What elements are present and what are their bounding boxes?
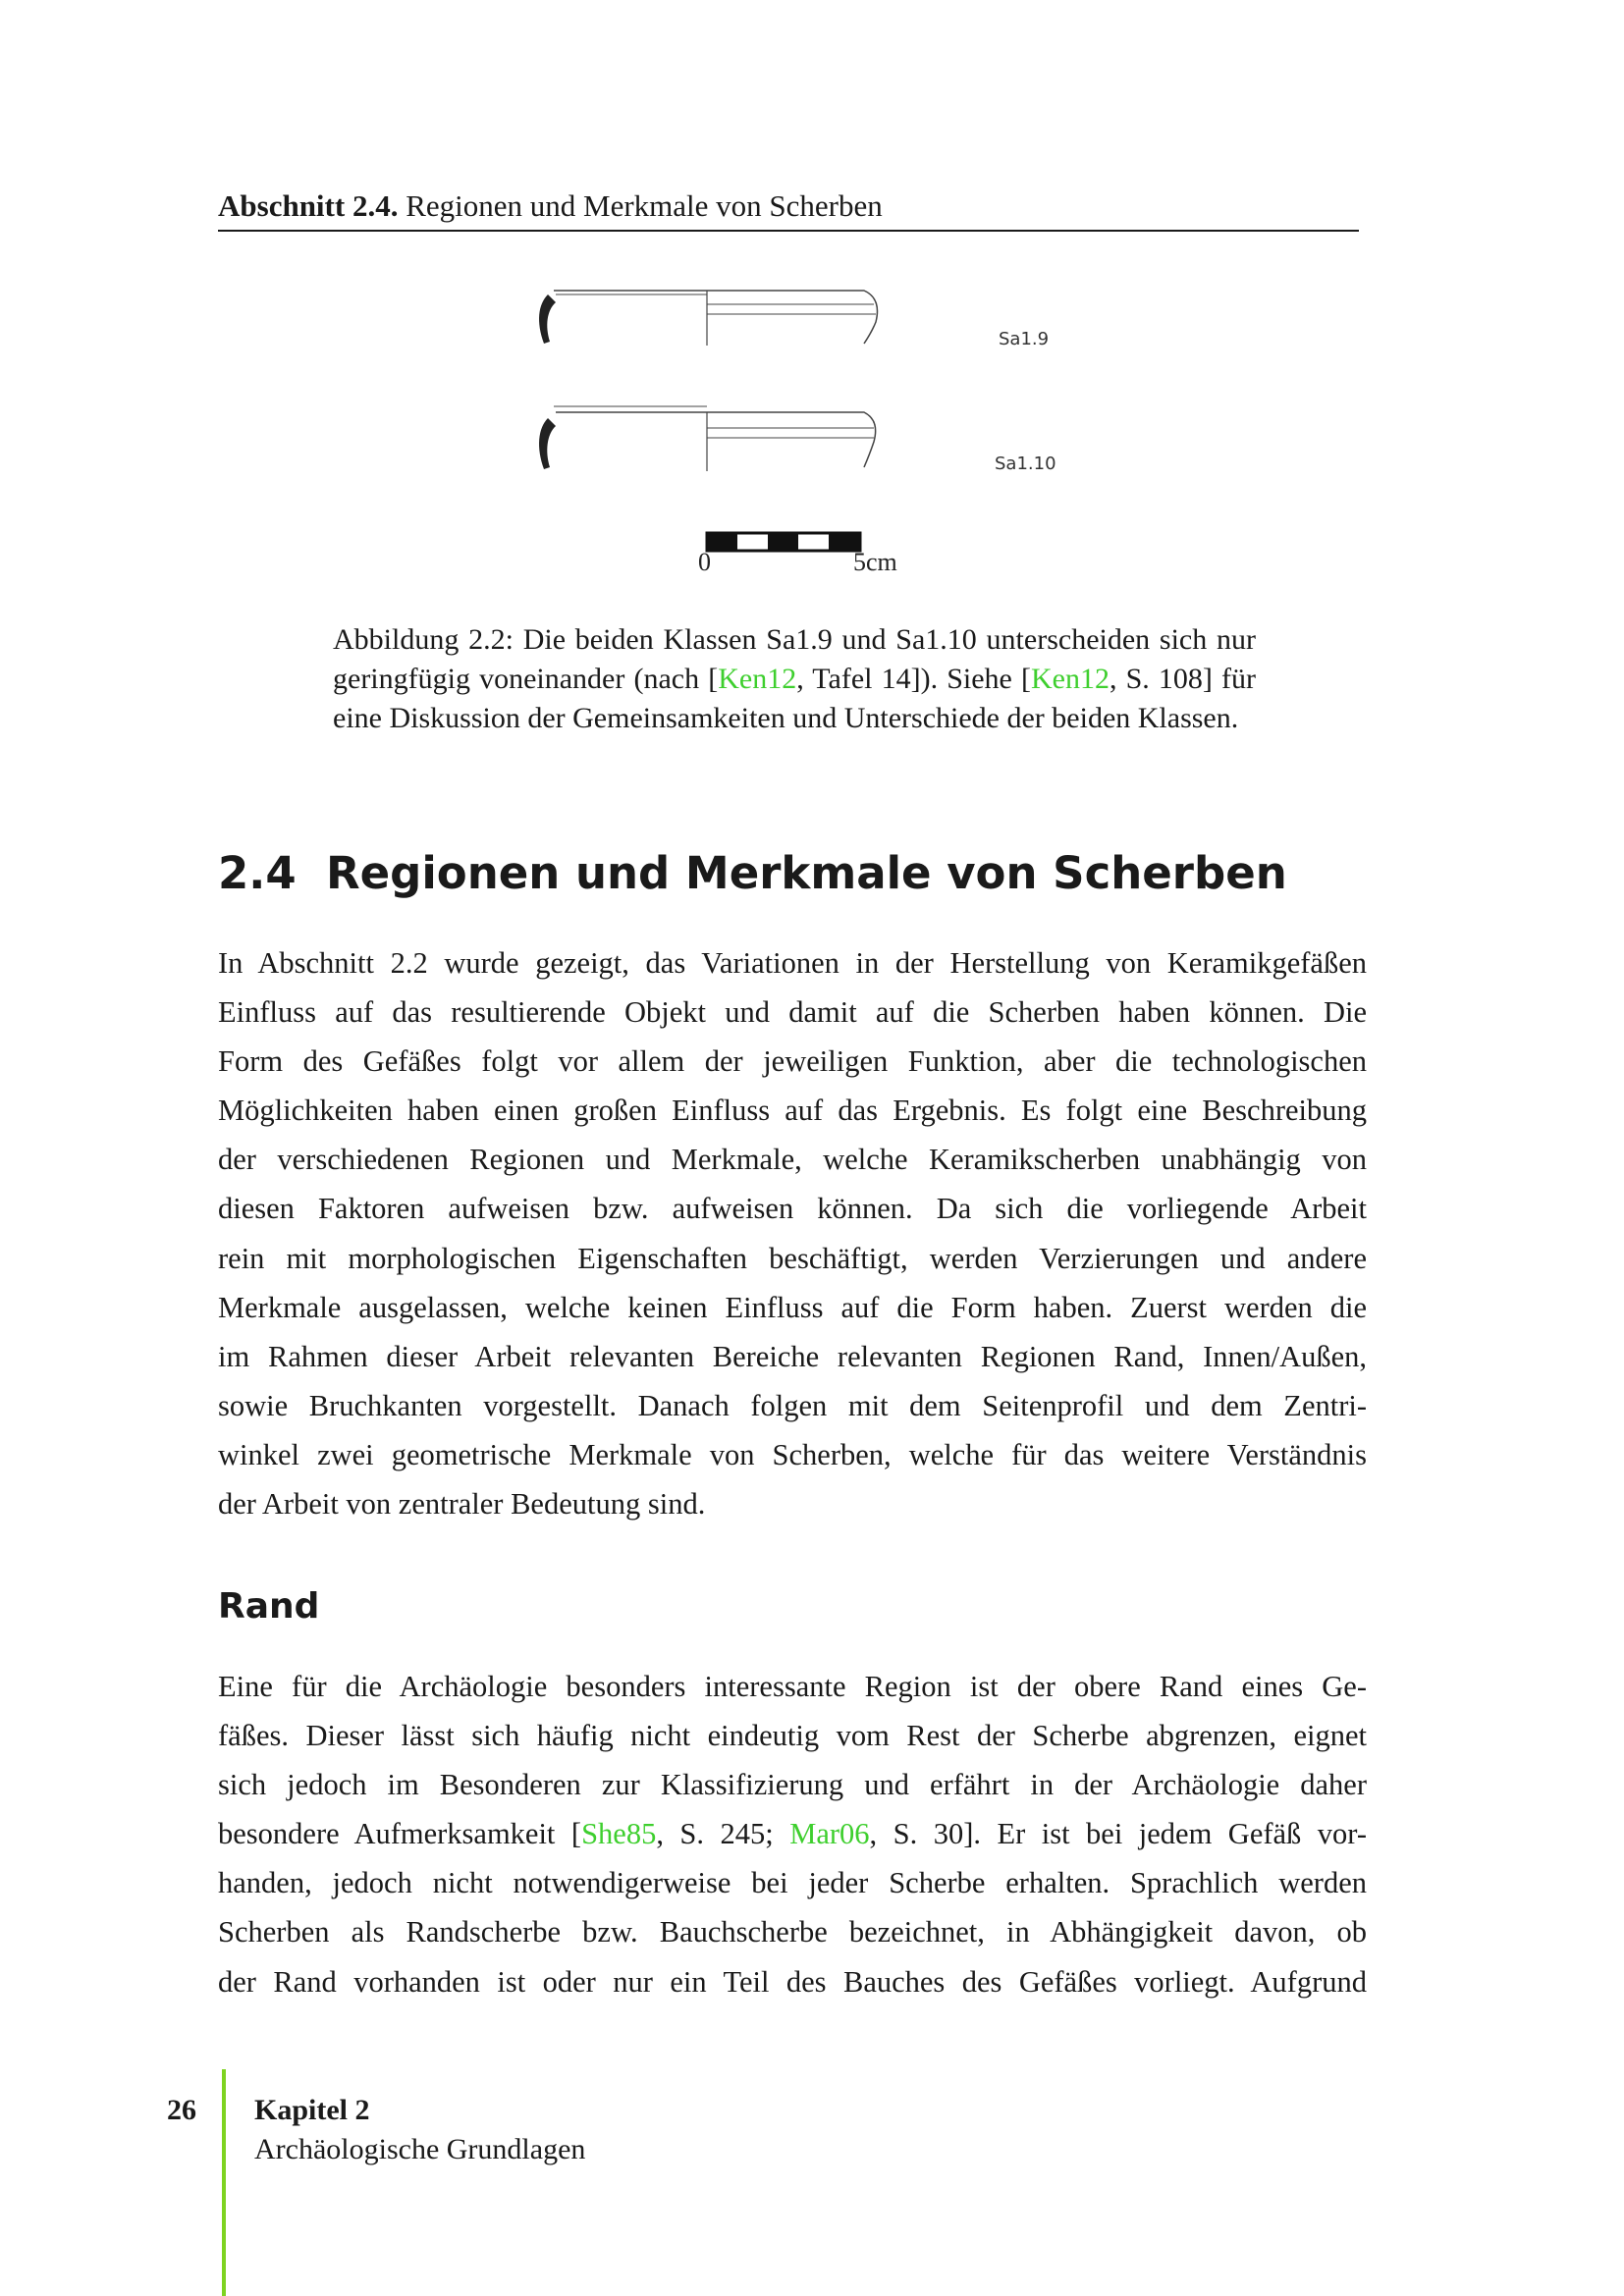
- scale-end-label: 5cm: [853, 548, 897, 576]
- caption-text: Abbildung 2.2: Die beiden Klassen Sa1.9 und Sa1.10 unterscheiden sich nur geringfügig voneinander (nach [: [333, 623, 1256, 695]
- figure-caption: [333, 620, 1256, 738]
- running-header-section: Abschnitt 2.4.: [218, 188, 399, 223]
- paragraph-line: der Rand vorhanden ist oder nur ein Teil des Bauches des Gefäßes vorliegt. Aufgrund: [218, 1964, 1367, 1999]
- paragraph-line: Merkmale ausgelassen, welche keinen Einfluss auf die Form haben. Zuerst werden die: [218, 1290, 1367, 1324]
- paragraph-text: besondere Aufmerksamkeit [: [218, 1817, 582, 1851]
- scale-bar: [707, 533, 860, 551]
- section-number: 2.4: [218, 847, 297, 899]
- paragraph-line: sich jedoch im Besonderen zur Klassifizierung und erfährt in der Archäologie daher: [218, 1768, 1367, 1802]
- citation-link[interactable]: She85: [581, 1817, 657, 1851]
- paragraph-rand: [218, 1662, 1367, 2006]
- paragraph-line: im Rahmen dieser Arbeit relevanten Bereiche relevanten Regionen Rand, Innen/Außen,: [218, 1339, 1367, 1373]
- paragraph-text: , S. 30]. Er ist bei jedem Gefäß vor-: [869, 1817, 1367, 1851]
- paragraph-line: Scherben als Randscherbe bzw. Bauchscherbe bezeichnet, in Abhängigkeit davon, ob: [218, 1915, 1367, 1949]
- page-number: 26: [167, 2094, 196, 2126]
- paragraph-line: handen, jedoch nicht notwendigerweise bei jeder Scherbe erhalten. Sprachlich werden: [218, 1866, 1367, 1900]
- caption-text: , S. 108] für eine Diskussion der Gemeinsamkeiten und Unterschiede der beiden Klassen.: [333, 663, 1256, 734]
- paragraph-line: rein mit morphologischen Eigenschaften beschäftigt, werden Verzierungen und andere: [218, 1241, 1367, 1275]
- sherd-profile-sa1-10: [539, 406, 876, 471]
- section-heading: [218, 844, 1359, 903]
- paragraph-line: winkel zwei geometrische Merkmale von Scherben, welche für das weitere Verständnis: [218, 1437, 1367, 1471]
- paragraph-line: sowie Bruchkanten vorgestellt. Danach folgen mit dem Seitenprofil und dem Zentri-: [218, 1388, 1367, 1422]
- footer-chapter: [254, 2091, 585, 2169]
- running-header-title: Regionen und Merkmale von Scherben: [406, 188, 883, 223]
- paragraph-line: fäßes. Dieser lässt sich häufig nicht eindeutig vom Rest der Scherbe abgrenzen, eignet: [218, 1719, 1367, 1753]
- sherd-label-sa1-10: Sa1.10: [995, 454, 1056, 474]
- caption-text: , Tafel 14]). Siehe [: [796, 663, 1031, 695]
- paragraph-line: [218, 1809, 1367, 1858]
- subsection-heading: Rand: [218, 1586, 320, 1627]
- paragraph-line: der Arbeit von zentraler Bedeutung sind.: [218, 1487, 706, 1522]
- paragraph-line: Möglichkeiten haben einen großen Einfluss auf das Ergebnis. Es folgt eine Beschreibung: [218, 1094, 1367, 1128]
- paragraph-line: Form des Gefäßes folgt vor allem der jeweiligen Funktion, aber die technologischen: [218, 1044, 1367, 1079]
- sherd-profile-sa1-9: [539, 291, 877, 346]
- running-header: [218, 187, 1359, 232]
- footer-chapter-title: Archäologische Grundlagen: [254, 2133, 586, 2165]
- sherd-label-sa1-9: Sa1.9: [999, 329, 1050, 349]
- paragraph-line: Eine für die Archäologie besonders interessante Region ist der obere Rand eines Ge-: [218, 1670, 1367, 1703]
- footer-accent-bar: [222, 2069, 226, 2296]
- paragraph-text: , S. 245;: [656, 1817, 790, 1851]
- sherd-profile-drawing: [530, 275, 1080, 589]
- scale-start-label: 0: [698, 548, 711, 576]
- paragraph-line: diesen Faktoren aufweisen bzw. aufweisen können. Da sich die vorliegende Arbeit: [218, 1192, 1367, 1226]
- figure-sherd-profiles: [530, 275, 1080, 589]
- paragraph-intro: [218, 938, 1367, 1528]
- paragraph-line: der verschiedenen Regionen und Merkmale, welche Keramikscherben unabhängig von: [218, 1143, 1367, 1177]
- citation-link[interactable]: Ken12: [718, 663, 797, 695]
- paragraph-line: Einfluss auf das resultierende Objekt und damit auf die Scherben haben können. Die: [218, 995, 1367, 1030]
- citation-link[interactable]: Ken12: [1030, 663, 1110, 695]
- citation-link[interactable]: Mar06: [789, 1817, 870, 1851]
- section-title: Regionen und Merkmale von Scherben: [326, 847, 1287, 899]
- footer-chapter-number: Kapitel 2: [254, 2094, 370, 2126]
- paragraph-line: In Abschnitt 2.2 wurde gezeigt, das Variationen in der Herstellung von Keramikgefäßen: [218, 946, 1367, 980]
